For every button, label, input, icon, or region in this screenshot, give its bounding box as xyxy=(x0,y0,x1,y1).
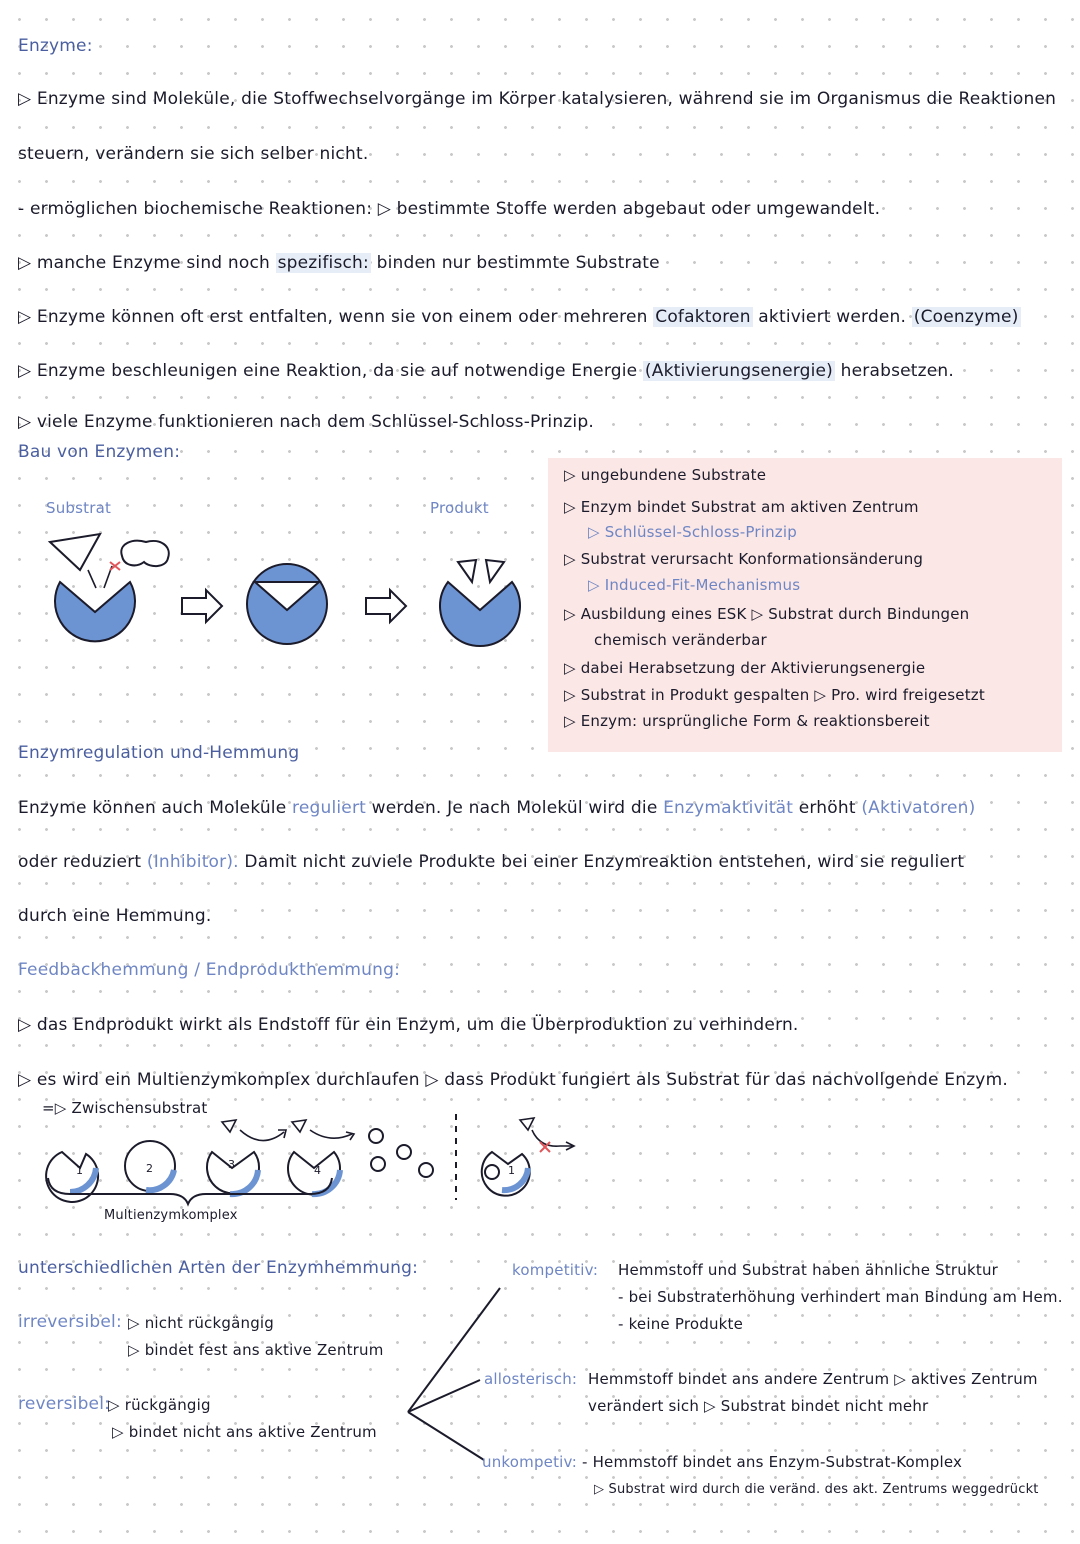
intro-line-4a: ▷ Enzyme können oft erst entfalten, wenn sie von einem oder mehreren xyxy=(18,307,648,327)
page-title: Enzyme: xyxy=(18,36,93,56)
substrate-triangle-icon xyxy=(222,1120,236,1132)
kompetitiv-2: - bei Substraterhöhung verhindert man Bindung am Hem. xyxy=(618,1288,1063,1306)
inhibited-enzyme xyxy=(482,1152,530,1196)
regulation-p1c: erhöht xyxy=(798,798,856,818)
enzyme-2 xyxy=(125,1141,175,1191)
product-1 xyxy=(458,560,476,582)
unkompetitiv-2: ▷ Substrat wird durch die veränd. des akt. Zentrums weggedrückt xyxy=(594,1482,1039,1497)
arten-heading: unterschiedlichen Arten der Enzymhemmung: xyxy=(18,1258,419,1278)
substrate-triangle-icon xyxy=(520,1118,534,1130)
intro-line-2: - ermöglichen biochemische Reaktionen: ▷ bestimmte Stoffe werden abgebaut oder umgewandelt. xyxy=(18,199,881,219)
intro-line-3b: binden nur bestimmte Substrate xyxy=(376,253,660,273)
aktivierungsenergie-highlight: (Aktivierungsenergie) xyxy=(644,361,834,381)
product-2 xyxy=(486,560,504,582)
regulation-p1a: Enzyme können auch Moleküle xyxy=(18,798,287,818)
zwischensubstrat-note: =▷ Zwischensubstrat xyxy=(42,1099,208,1117)
regulation-p2 xyxy=(18,852,964,872)
label-produkt: Produkt xyxy=(430,499,489,517)
multienzyme-diagram xyxy=(0,1108,600,1218)
enzyme-with-active-site xyxy=(55,582,135,641)
regulation-heading: Enzymregulation und-Hemmung xyxy=(18,743,300,763)
enzyme-3 xyxy=(207,1152,259,1194)
reversibel-label: reversibel: xyxy=(18,1394,111,1414)
intro-line-3 xyxy=(18,253,660,273)
enzyme-number: 3 xyxy=(228,1158,235,1171)
end-product-circle xyxy=(371,1157,385,1171)
reversibel-1: ▷ rückgängig xyxy=(108,1396,211,1414)
kompetitiv-label: kompetitiv: xyxy=(512,1261,599,1279)
irreversibel-2: ▷ bindet fest ans aktive Zentrum xyxy=(128,1341,384,1359)
reguliert-word: reguliert xyxy=(292,798,367,818)
end-product-circle xyxy=(369,1129,383,1143)
step-9: ▷ Substrat in Produkt gespalten ▷ Pro. wird freigesetzt xyxy=(564,686,985,704)
enzyme-number: 1 xyxy=(508,1164,515,1177)
intro-line-5b: herabsetzen. xyxy=(840,361,955,381)
intro-line-1b: steuern, verändern sie sich selber nicht. xyxy=(18,144,369,164)
enzyme-number: 4 xyxy=(314,1164,321,1177)
step-8: ▷ dabei Herabsetzung der Aktivierungsenergie xyxy=(564,659,926,677)
step-5: ▷ Induced-Fit-Mechanismus xyxy=(588,576,801,594)
kompetitiv-3: - keine Produkte xyxy=(618,1315,744,1333)
end-product-circle xyxy=(397,1145,411,1159)
multienzymkomplex-label: Multienzymkomplex xyxy=(104,1208,238,1223)
blob-substrate xyxy=(121,541,168,566)
intro-line-5 xyxy=(18,361,954,381)
reversibel-2: ▷ bindet nicht ans aktive Zentrum xyxy=(112,1423,377,1441)
intro-line-1: ▷ Enzyme sind Moleküle, die Stoffwechselvorgänge im Körper katalysieren, während sie im Organismus die Reaktionen xyxy=(18,89,1057,109)
cofaktoren-highlight: Cofaktoren xyxy=(655,307,751,327)
step-1: ▷ ungebundene Substrate xyxy=(564,466,767,484)
substrate-triangle-icon xyxy=(292,1120,306,1132)
inhibitor-word: (Inhibitor). xyxy=(146,852,239,872)
curved-arrow-icon xyxy=(240,1130,284,1141)
regulation-p3: durch eine Hemmung. xyxy=(18,906,212,926)
allosterisch-1: Hemmstoff bindet ans andere Zentrum ▷ aktives Zentrum xyxy=(588,1370,1038,1388)
enzyme-binding-diagram xyxy=(0,520,560,660)
intro-line-4 xyxy=(18,307,1021,327)
intro-line-5a: ▷ Enzyme beschleunigen eine Reaktion, da sie auf notwendige Energie xyxy=(18,361,638,381)
intro-line-6: ▷ viele Enzyme funktionieren nach dem Schlüssel-Schloss-Prinzip. xyxy=(18,412,594,432)
arrow-right-icon xyxy=(182,590,222,622)
spezifisch-highlight: spezifisch: xyxy=(277,253,369,273)
enzymaktivitaet-word: Enzymaktivität xyxy=(663,798,794,818)
aktivatoren-word: (Aktivatoren) xyxy=(861,798,976,818)
enzyme-number: 2 xyxy=(146,1162,153,1175)
regulation-p2a: oder reduziert xyxy=(18,852,142,872)
kompetitiv-1: Hemmstoff und Substrat haben ähnliche Struktur xyxy=(618,1261,999,1279)
enzyme-number: 1 xyxy=(76,1164,83,1177)
step-2: ▷ Enzym bindet Substrat am aktiven Zentrum xyxy=(564,498,919,516)
regulation-p1 xyxy=(18,798,975,818)
regulation-p1b: werden. Je nach Molekül wird die xyxy=(371,798,658,818)
unkompetitiv-label: unkompetiv: xyxy=(482,1453,578,1471)
label-substrat: Substrat xyxy=(46,499,112,517)
coenzyme-highlight: (Coenzyme) xyxy=(913,307,1019,327)
feedback-heading: Feedbackhemmung / Endprodukthemmung: xyxy=(18,960,400,980)
feedback-line-2: ▷ es wird ein Multienzymkomplex durchlaufen ▷ dass Produkt fungiert als Substrat für das nachvollgende Enzym. xyxy=(18,1070,1008,1090)
triangle-substrate xyxy=(50,534,100,570)
allosterisch-label: allosterisch: xyxy=(484,1370,578,1388)
intro-line-3a: ▷ manche Enzyme sind noch xyxy=(18,253,270,273)
enzyme-released xyxy=(440,582,520,646)
curved-arrow-icon xyxy=(310,1130,352,1138)
arrow-right-icon xyxy=(366,590,406,622)
unkompetitiv-1: - Hemmstoff bindet ans Enzym-Substrat-Komplex xyxy=(582,1453,963,1471)
step-7: chemisch veränderbar xyxy=(594,631,767,649)
allosterisch-2: verändert sich ▷ Substrat bindet nicht mehr xyxy=(588,1397,929,1415)
step-3: ▷ Schlüssel-Schloss-Prinzip xyxy=(588,523,797,541)
enzyme-4 xyxy=(288,1152,340,1195)
regulation-p2b: Damit nicht zuviele Produkte bei einer Enzymreaktion entstehen, wird sie reguliert xyxy=(244,852,965,872)
end-product-circle xyxy=(419,1163,433,1177)
intro-line-4b: aktiviert werden. xyxy=(758,307,907,327)
step-6: ▷ Ausbildung eines ESK ▷ Substrat durch Bindungen xyxy=(564,605,970,623)
bau-heading: Bau von Enzymen: xyxy=(18,442,181,462)
feedback-line-1: ▷ das Endprodukt wirkt als Endstoff für ein Enzym, um die Überproduktion zu verhindern. xyxy=(18,1015,799,1035)
step-10: ▷ Enzym: ursprüngliche Form & reaktionsbereit xyxy=(564,712,930,730)
irreversibel-label: irreversibel: xyxy=(18,1312,122,1332)
irreversibel-1: ▷ nicht rückgängig xyxy=(128,1314,275,1332)
step-4: ▷ Substrat verursacht Konformationsänderung xyxy=(564,550,924,568)
